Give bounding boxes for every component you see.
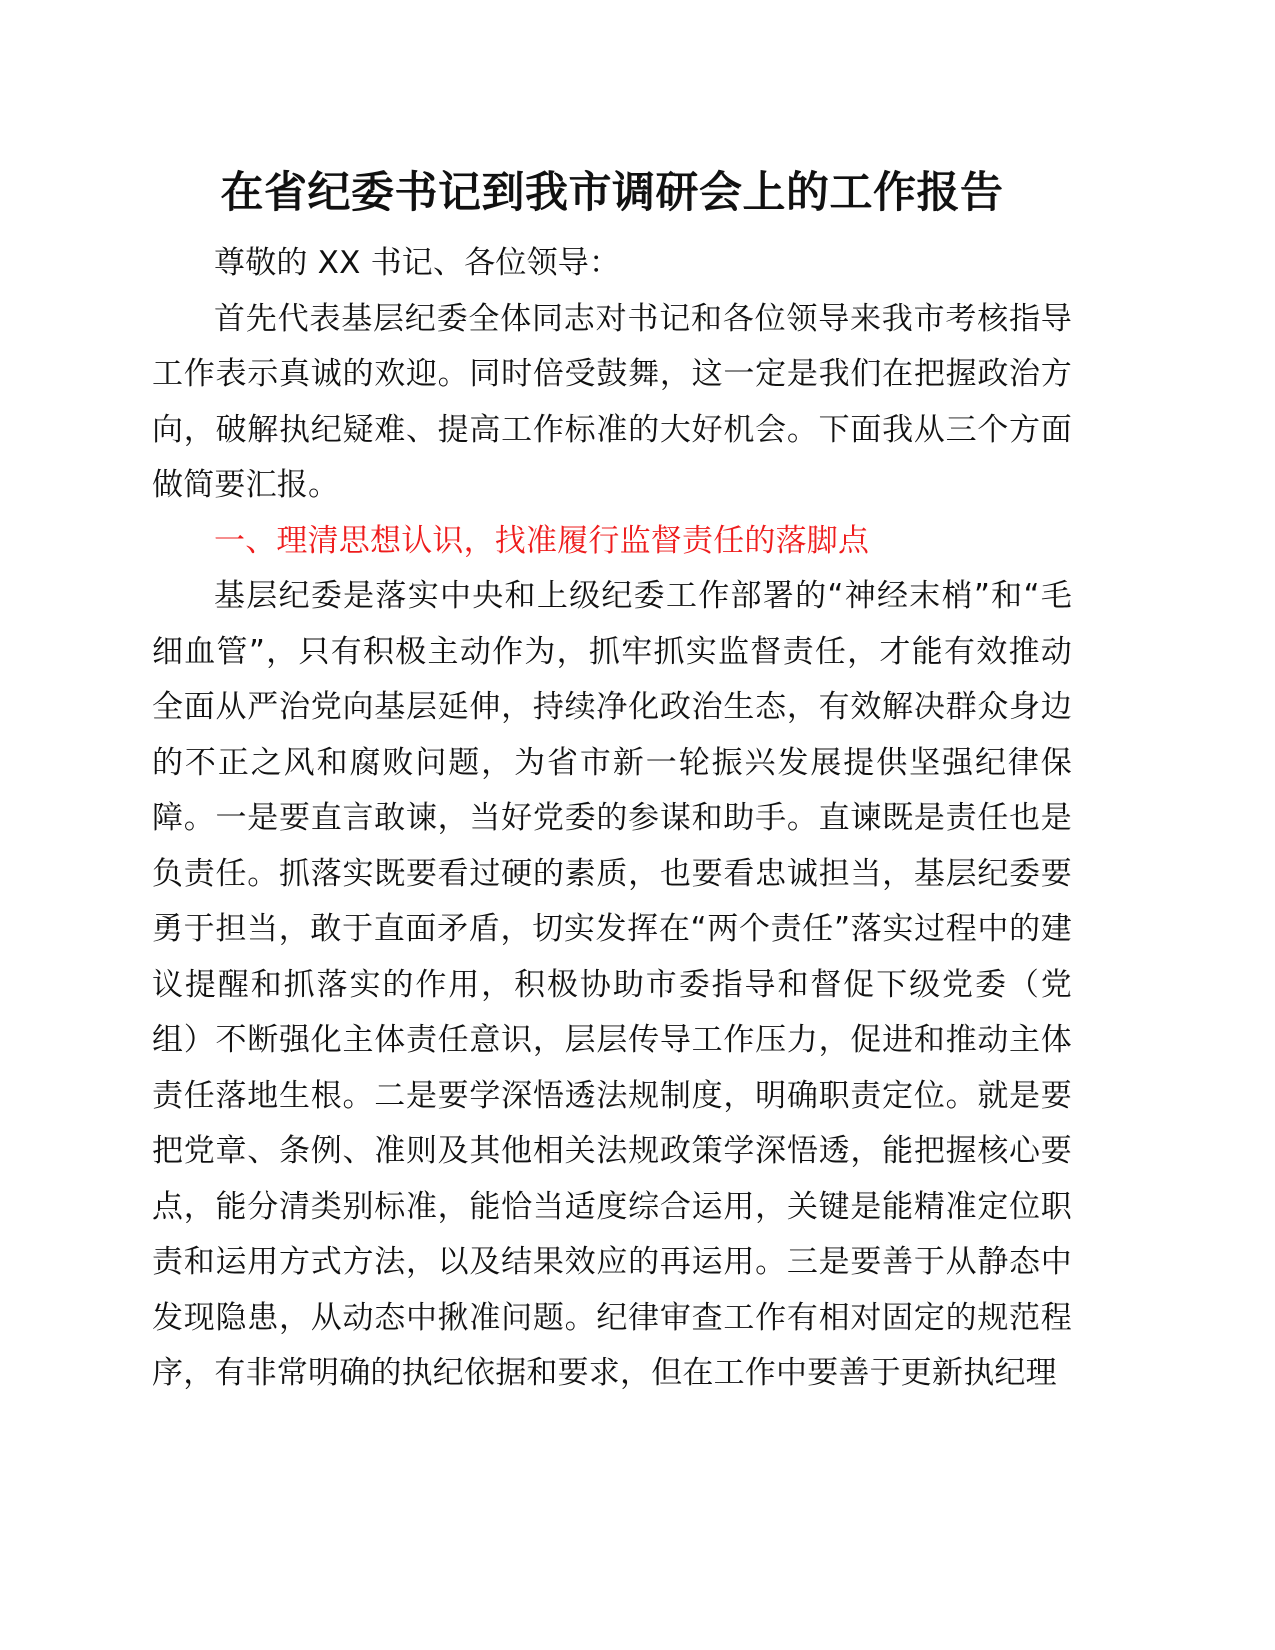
document-page (152, 160, 1072, 1402)
section-body-1: 基层纪委是落实中央和上级纪委工作部署的“神经末梢”和“毛细血管”，只有积极主动作为，抓牢抓实监督责任，才能有效推动全面从严治党向基层延伸，持续净化政治生态，有效解决群众身边的不正之风和腐败问题，为省市新一轮振兴发展提供坚强纪律保障。一是要直言敢谏，当好党委的参谋和助手。直谏既是责任也是负责任。抓落实既要看过硬的素质，也要看忠诚担当，基层纪委要勇于担当，敢于直面矛盾，切实发挥在“两个责任”落实过程中的建议提醒和抓落实的作用，积极协助市委指导和督促下级党委（党组）不断强化主体责任意识，层层传导工作压力，促进和推动主体责任落地生根。二是要学深悟透法规制度，明确职责定位。就是要把党章、条例、准则及其他相关法规政策学深悟透，能把握核心要点，能分清类别标准，能恰当适度综合运用，关键是能精准定位职责和运用方式方法，以及结果效应的再运用。三是要善于从静态中发现隐患，从动态中揪准问题。纪律审查工作有相对固定的规范程序，有非常明确的执纪依据和要求，但在工作中要善于更新执纪理 (152, 578, 1072, 1391)
document-title: 在省纪委书记到我市调研会上的工作报告 (220, 168, 1004, 218)
section-heading-1: 一、理清思想认识，找准履行监督责任的落脚点 (214, 522, 870, 559)
salutation: 尊敬的 XX 书记、各位领导： (214, 245, 621, 281)
intro-paragraph: 首先代表基层纪委全体同志对书记和各位领导来我市考核指导工作表示真诚的欢迎。同时倍受鼓舞，这一定是我们在把握政治方向，破解执纪疑难、提高工作标准的大好机会。下面我从三个方面做简要汇报。 (152, 300, 1072, 503)
